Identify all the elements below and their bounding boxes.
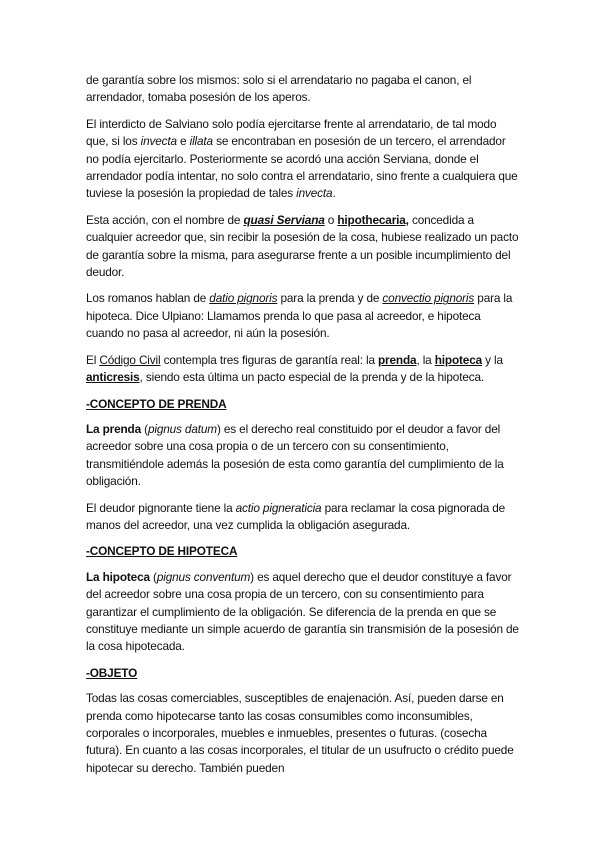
paragraph-accion-quasi-serviana (86, 212, 519, 282)
text: para la hipoteca. Dice Ulpiano: Llamamos prenda lo que pasa al acreedor, e hipoteca cuando no pasa al acreedor, ni aún la posesión. (86, 291, 513, 341)
paragraph-prenda (86, 421, 519, 491)
text: , la (416, 352, 435, 367)
term-hipoteca: hipoteca (434, 352, 483, 367)
term-anticresis: anticresis (86, 370, 140, 385)
text: ( (149, 569, 157, 584)
text: ( (141, 421, 148, 436)
paragraph-codigo-civil (86, 352, 519, 387)
text: , siendo esta última un pacto especial de la prenda y de la hipoteca. (139, 370, 485, 385)
text: . (332, 186, 336, 201)
term-quasi-serviana: quasi Serviana (243, 212, 325, 227)
text: Esta acción, con el nombre de (86, 212, 244, 227)
text: y la (482, 352, 503, 367)
text: El interdicto de Salviano solo podía ejercitarse frente al arrendatario, de tal modo que, si los (86, 116, 497, 149)
paragraph-romanos (86, 290, 519, 342)
text: El deudor pignorante tiene la (86, 500, 236, 515)
term-prenda: prenda (378, 352, 417, 367)
term-convectio-pignoris: convectio pignoris (382, 291, 475, 306)
text: contempla tres figuras de garantía real: la (160, 352, 378, 367)
term-pignus-datum: pignus datum (147, 421, 217, 436)
term-actio-pigneraticia: actio pigneraticia (235, 500, 322, 515)
term-pignus-conventum: pignus conventum (156, 569, 251, 584)
paragraph-deudor-pignorante (86, 500, 519, 535)
text: ) es el derecho real constituido por el deudor a favor del acreedor sobre una cosa propia o de un tercero con su consentimiento, transmitiéndole además la posesión de esta como garantía del cumplimiento de la obligación. (86, 421, 504, 489)
heading-concepto-prenda: -CONCEPTO DE PRENDA (86, 396, 227, 411)
text: concedida a cualquier acreedor que, sin recibir la posesión de la cosa, hubiese realizado un pacto de garantía sobre la misma, para asegurarse frente a un posible incumplimiento del deudor. (86, 212, 519, 280)
term-invecta: invecta (296, 186, 333, 201)
paragraph-aperos: de garantía sobre los mismos: solo si el arrendatario no pagaba el canon, el arrendador, tomaba posesión de los aperos. (86, 73, 472, 105)
text: o (324, 212, 338, 227)
heading-concepto-hipoteca: -CONCEPTO DE HIPOTECA (86, 544, 238, 559)
text: para reclamar la cosa pignorada de manos del acreedor, una vez cumplida la obligación asegurada. (86, 500, 506, 532)
term-la-hipoteca: La hipoteca (86, 569, 150, 584)
term-datio-pignoris: datio pignoris (209, 291, 278, 306)
term-la-prenda: La prenda (86, 421, 142, 436)
text: e (176, 134, 190, 149)
text: El (86, 352, 100, 367)
text: ) es aquel derecho que el deudor constituye a favor del acreedor sobre una cosa propia de un tercero, con su consentimiento para garantizar el cumplimiento de la obligación. Se diferencia de la prenda en que se constituye mediante un simple acuerdo de garantía sin transmisión de la posesión de la cosa hipotecada. (86, 569, 519, 654)
term-hipothecaria: hipothecaria, (337, 212, 409, 227)
paragraph-hipoteca (86, 569, 519, 656)
text: Los romanos hablan de (86, 291, 210, 306)
paragraph-interdicto-salviano (86, 116, 519, 203)
term-illata: illata (189, 134, 213, 149)
term-invecta: invecta (140, 134, 177, 149)
term-codigo-civil: Código Civil (99, 352, 161, 367)
text: para la prenda y de (277, 291, 383, 306)
heading-objeto: -OBJETO (86, 665, 138, 680)
paragraph-objeto: Todas las cosas comerciables, susceptibles de enajenación. Así, pueden darse en prenda como hipotecarse tanto las cosas consumibles como inconsumibles, corporales o incorporales, muebles e inmuebles, presentes o futuras. (cosecha futura). En cuanto a las cosas incorporales, el titular de un usufructo o crédito puede hipotecar su derecho. También pueden (86, 691, 514, 775)
text: se encontraban en posesión de un tercero, el arrendador no podía ejercitarlo. Posteriormente se acordó una acción Serviana, donde el arrendador podía intentar, no solo contra el arrendatario, sino frente a cualquiera que tuviese la posesión la propiedad de tales (86, 134, 518, 201)
